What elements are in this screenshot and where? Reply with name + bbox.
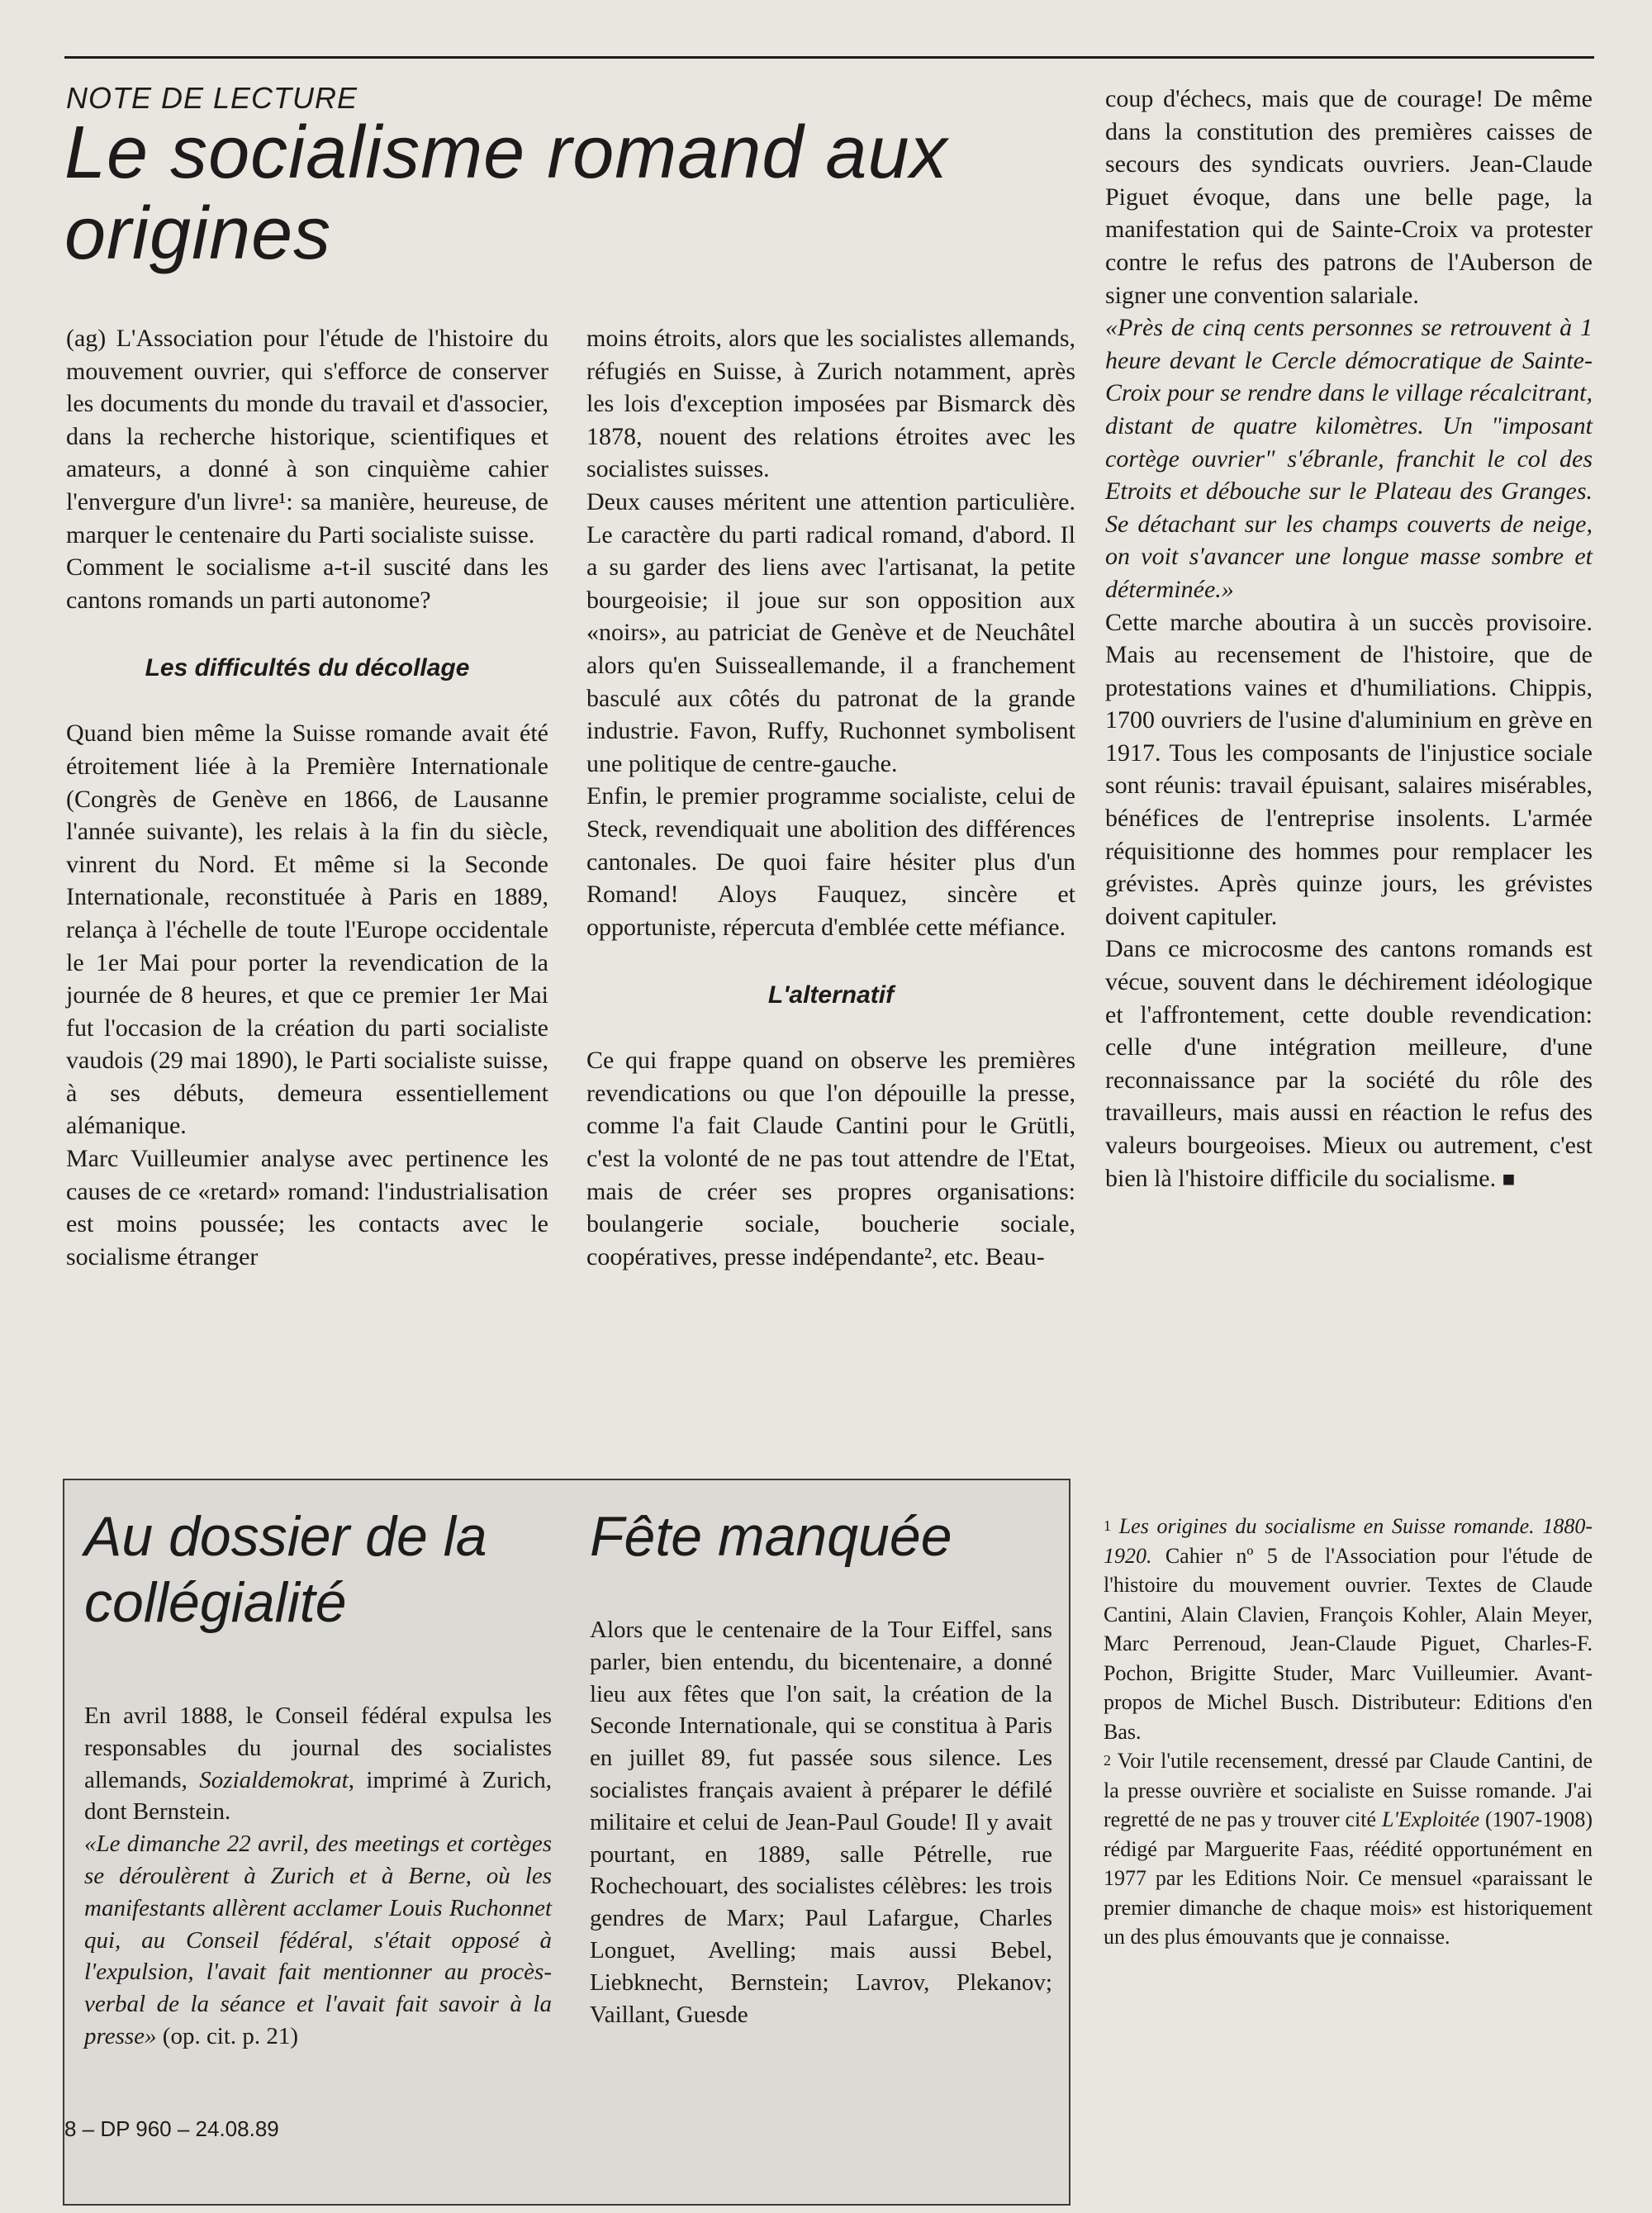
section-kicker: NOTE DE LECTURE [66, 81, 358, 115]
paragraph: Comment le socialisme a-t-il suscité dans les cantons romands un parti autonome? [66, 553, 548, 614]
text-run: , imprimé à Zurich, dont Bernstein. [84, 1766, 552, 1826]
end-of-article-mark: ■ [1502, 1166, 1516, 1191]
journal-name: Sozialdemokrat [199, 1766, 349, 1793]
paragraph: coup d'échecs, mais que de courage! De même dans la constitution des premières caisses de secours des syndicats ouvriers. Jean-Claude Piguet évoque, dans une belle page, la manifestation qui de Sainte-Croix va protester contre le refus des patrons de l'Auberson de signer une convention salariale. [1105, 85, 1593, 309]
paragraph: Deux causes méritent une attention particulière. Le caractère du parti radical romand, d'abord. Il a su garder des liens avec l'artisanat, la petite bourgeoisie; il joue sur son opposition aux «noirs», au patriciat de Genève et de Neuchâtel alors qu'en Suisseallemande, il a franchement basculé aux côtés du patronat de la grande industrie. Favon, Ruffy, Ruchonnet symbolisent une politique de centre-gauche. [586, 487, 1075, 777]
footnote-text: Cahier nº 5 de l'Association pour l'étude de l'histoire du mouvement ouvrier. Textes de Claude Cantini, Alain Clavien, François Kohler, Alain Meyer, Marc Perrenoud, Jean-Claude Piguet, Charles-F. Pochon, Brigitte Studer, Marc Vuilleumier. Avant-propos de Michel Busch. Distributeur: Editions d'en Bas. [1104, 1543, 1593, 1744]
footnote-2 [1104, 1746, 1593, 1952]
footnote-number: 2 [1104, 1752, 1111, 1769]
footnote-text: Voir l'utile recensement, dressé par Claude Cantini, de la presse ouvrière et socialiste en Suisse romande. J'ai regretté de ne pas y trouver cité [1104, 1749, 1593, 1831]
subheading: Les difficultés du décollage [145, 654, 470, 682]
subheading: L'alternatif [767, 981, 895, 1009]
article-title: Le socialisme romand aux origines [64, 112, 948, 275]
footnote-number: 1 [1104, 1517, 1111, 1534]
paragraph-text: Dans ce microcosme des cantons romands est vécue, souvent dans le déchirement idéologique et l'affrontement, cette double revendication: celle d'une intégration meilleure, d'une reconnaissance par la société du rôle des travailleurs, mais aussi en réaction le refus des valeurs bourgeoises. Mieux ou autrement, c'est bien là l'histoire difficile du socialisme. [1105, 935, 1593, 1192]
paragraph: Marc Vuilleumier analyse avec pertinence les causes de ce «retard» romand: l'industrialisation est moins poussée; les contacts avec le socialisme étranger [66, 1145, 548, 1270]
footnote-1 [1104, 1512, 1593, 1746]
paragraph: (ag) L'Association pour l'étude de l'histoire du mouvement ouvrier, qui s'efforce de conserver les documents du monde du travail et d'associer, dans la recherche historique, scientifiques et amateurs, a donné à son cinquième cahier l'envergure d'un livre¹: sa manière, heureuse, de marquer le centenaire du Parti socialiste suisse. [66, 325, 548, 549]
block-quote: «Près de cinq cents personnes se retrouvent à 1 heure devant le Cercle démocratique de Sainte-Croix pour se rendre dans le village récalcitrant, distant de quatre kilomètres. Un "imposant cortège ouvrier" s'ébranle, franchit le col des Etroits et débouche sur le Plateau des Granges. Se détachant sur les champs couverts de neige, on voit s'avancer une longue masse sombre et déterminée.» [1105, 314, 1593, 603]
footnote-journal-title: L'Exploitée [1381, 1807, 1480, 1831]
sidebar-box [63, 1479, 1070, 2206]
paragraph: Ce qui frappe quand on observe les premières revendications ou que l'on dépouille la presse, comme l'a fait Claude Cantini pour le Grütli, c'est la volonté de ne pas tout attendre de l'Etat, mais de créer ses propres organisations: boulangerie sociale, boucherie sociale, coopératives, presse indépendante², etc. Beau- [586, 1047, 1075, 1270]
paragraph [84, 1700, 552, 1828]
paragraph: moins étroits, alors que les socialistes allemands, réfugiés en Suisse, à Zurich notamment, après les lois d'exception imposées par Bismarck dès 1878, nouent des relations étroites avec les socialistes suisses. [586, 325, 1075, 483]
box-text-collegialite [84, 1700, 552, 2053]
citation: (op. cit. p. 21) [156, 2022, 299, 2049]
footnote-text: (1907-1908) rédigé par Marguerite Faas, réédité opportunément en 1977 par les Editions Noir. Ce mensuel «paraissant le premier dimanche de chaque mois» est historiquement un des plus émouvants que je connaisse. [1104, 1807, 1593, 1949]
paragraph: Quand bien même la Suisse romande avait été étroitement liée à la Première Internationale (Congrès de Genève en 1866, de Lausanne l'année suivante), les relais à la fin du siècle, vinrent du Nord. Et même si la Seconde Internationale, reconstituée à Paris en 1889, relança à l'échelle de toute l'Europe occidentale le 1er Mai pour porter la revendication de la journée de 8 heures, et que ce premier 1er Mai fut l'occasion de la création du parti socialiste vaudois (29 mai 1890), le Parti socialiste suisse, à ses débuts, demeura essentiellement alémanique. [66, 719, 548, 1140]
paragraph [1105, 933, 1593, 1195]
footnote-book-title: Les origines du socialisme en Suisse romande. 1880-1920. [1104, 1514, 1593, 1568]
paragraph: Alors que le centenaire de la Tour Eiffel, sans parler, bien entendu, du bicentenaire, a donné lieu aux fêtes que l'on sait, la création de la Seconde Internationale, qui se constitua à Paris en juillet 89, fut passée sous silence. Les socialistes français avaient à préparer le défilé militaire et celui de Jean-Paul Goude! Il y avait pourtant, en 1889, salle Pétrelle, rue Rochechouart, des socialistes célèbres: les trois gendres de Marx; Paul Lafargue, Charles Longuet, Avelling; mais aussi Bebel, Liebknecht, Bernstein; Lavrov, Plekanov; Vaillant, Guesde [590, 1617, 1052, 2028]
paragraph [84, 1828, 552, 2053]
article-column-1 [66, 322, 548, 1273]
paragraph: Enfin, le premier programme socialiste, celui de Steck, revendiquait une abolition des différences cantonales. De quoi faire hésiter plus d'un Romand! Aloys Fauquez, sincère et opportuniste, répercuta d'emblée cette méfiance. [586, 782, 1075, 941]
paragraph: Cette marche aboutira à un succès provisoire. Mais au recensement de l'histoire, que de protestations vaines et d'humiliations. Chippis, 1700 ouvriers de l'usine d'aluminium en grève en 1917. Tous les composants de l'injustice sociale sont réunis: travail épuisant, salaires misérables, bénéfices de l'entreprise insolents. L'armée réquisitionne des hommes pour remplacer les grévistes. Après quinze jours, les grévistes doivent capituler. [1105, 608, 1593, 930]
box-title-collegialite: Au dossier de la collégialité [84, 1505, 487, 1634]
article-column-2 [586, 322, 1075, 1273]
box-text-fete-manquee [590, 1614, 1052, 2030]
box-title-fete-manquee: Fête manquée [590, 1505, 952, 1568]
block-quote: «Le dimanche 22 avril, des meetings et cortèges se déroulèrent à Zurich et à Berne, où les manifestants allèrent acclamer Louis Ruchonnet qui, au Conseil fédéral, s'était opposé à l'expulsion, l'avait fait mentionner au procès-verbal de la séance et l'avait fait savoir à la presse» [84, 1831, 552, 2049]
top-rule [64, 56, 1594, 59]
article-column-3 [1105, 83, 1593, 1195]
footnotes [1104, 1512, 1593, 1952]
page-footer: 8 – DP 960 – 24.08.89 [64, 2116, 279, 2141]
text-run: En avril 1888, le Conseil fédéral expulsa les responsables du journal des socialistes allemands, [84, 1702, 552, 1793]
